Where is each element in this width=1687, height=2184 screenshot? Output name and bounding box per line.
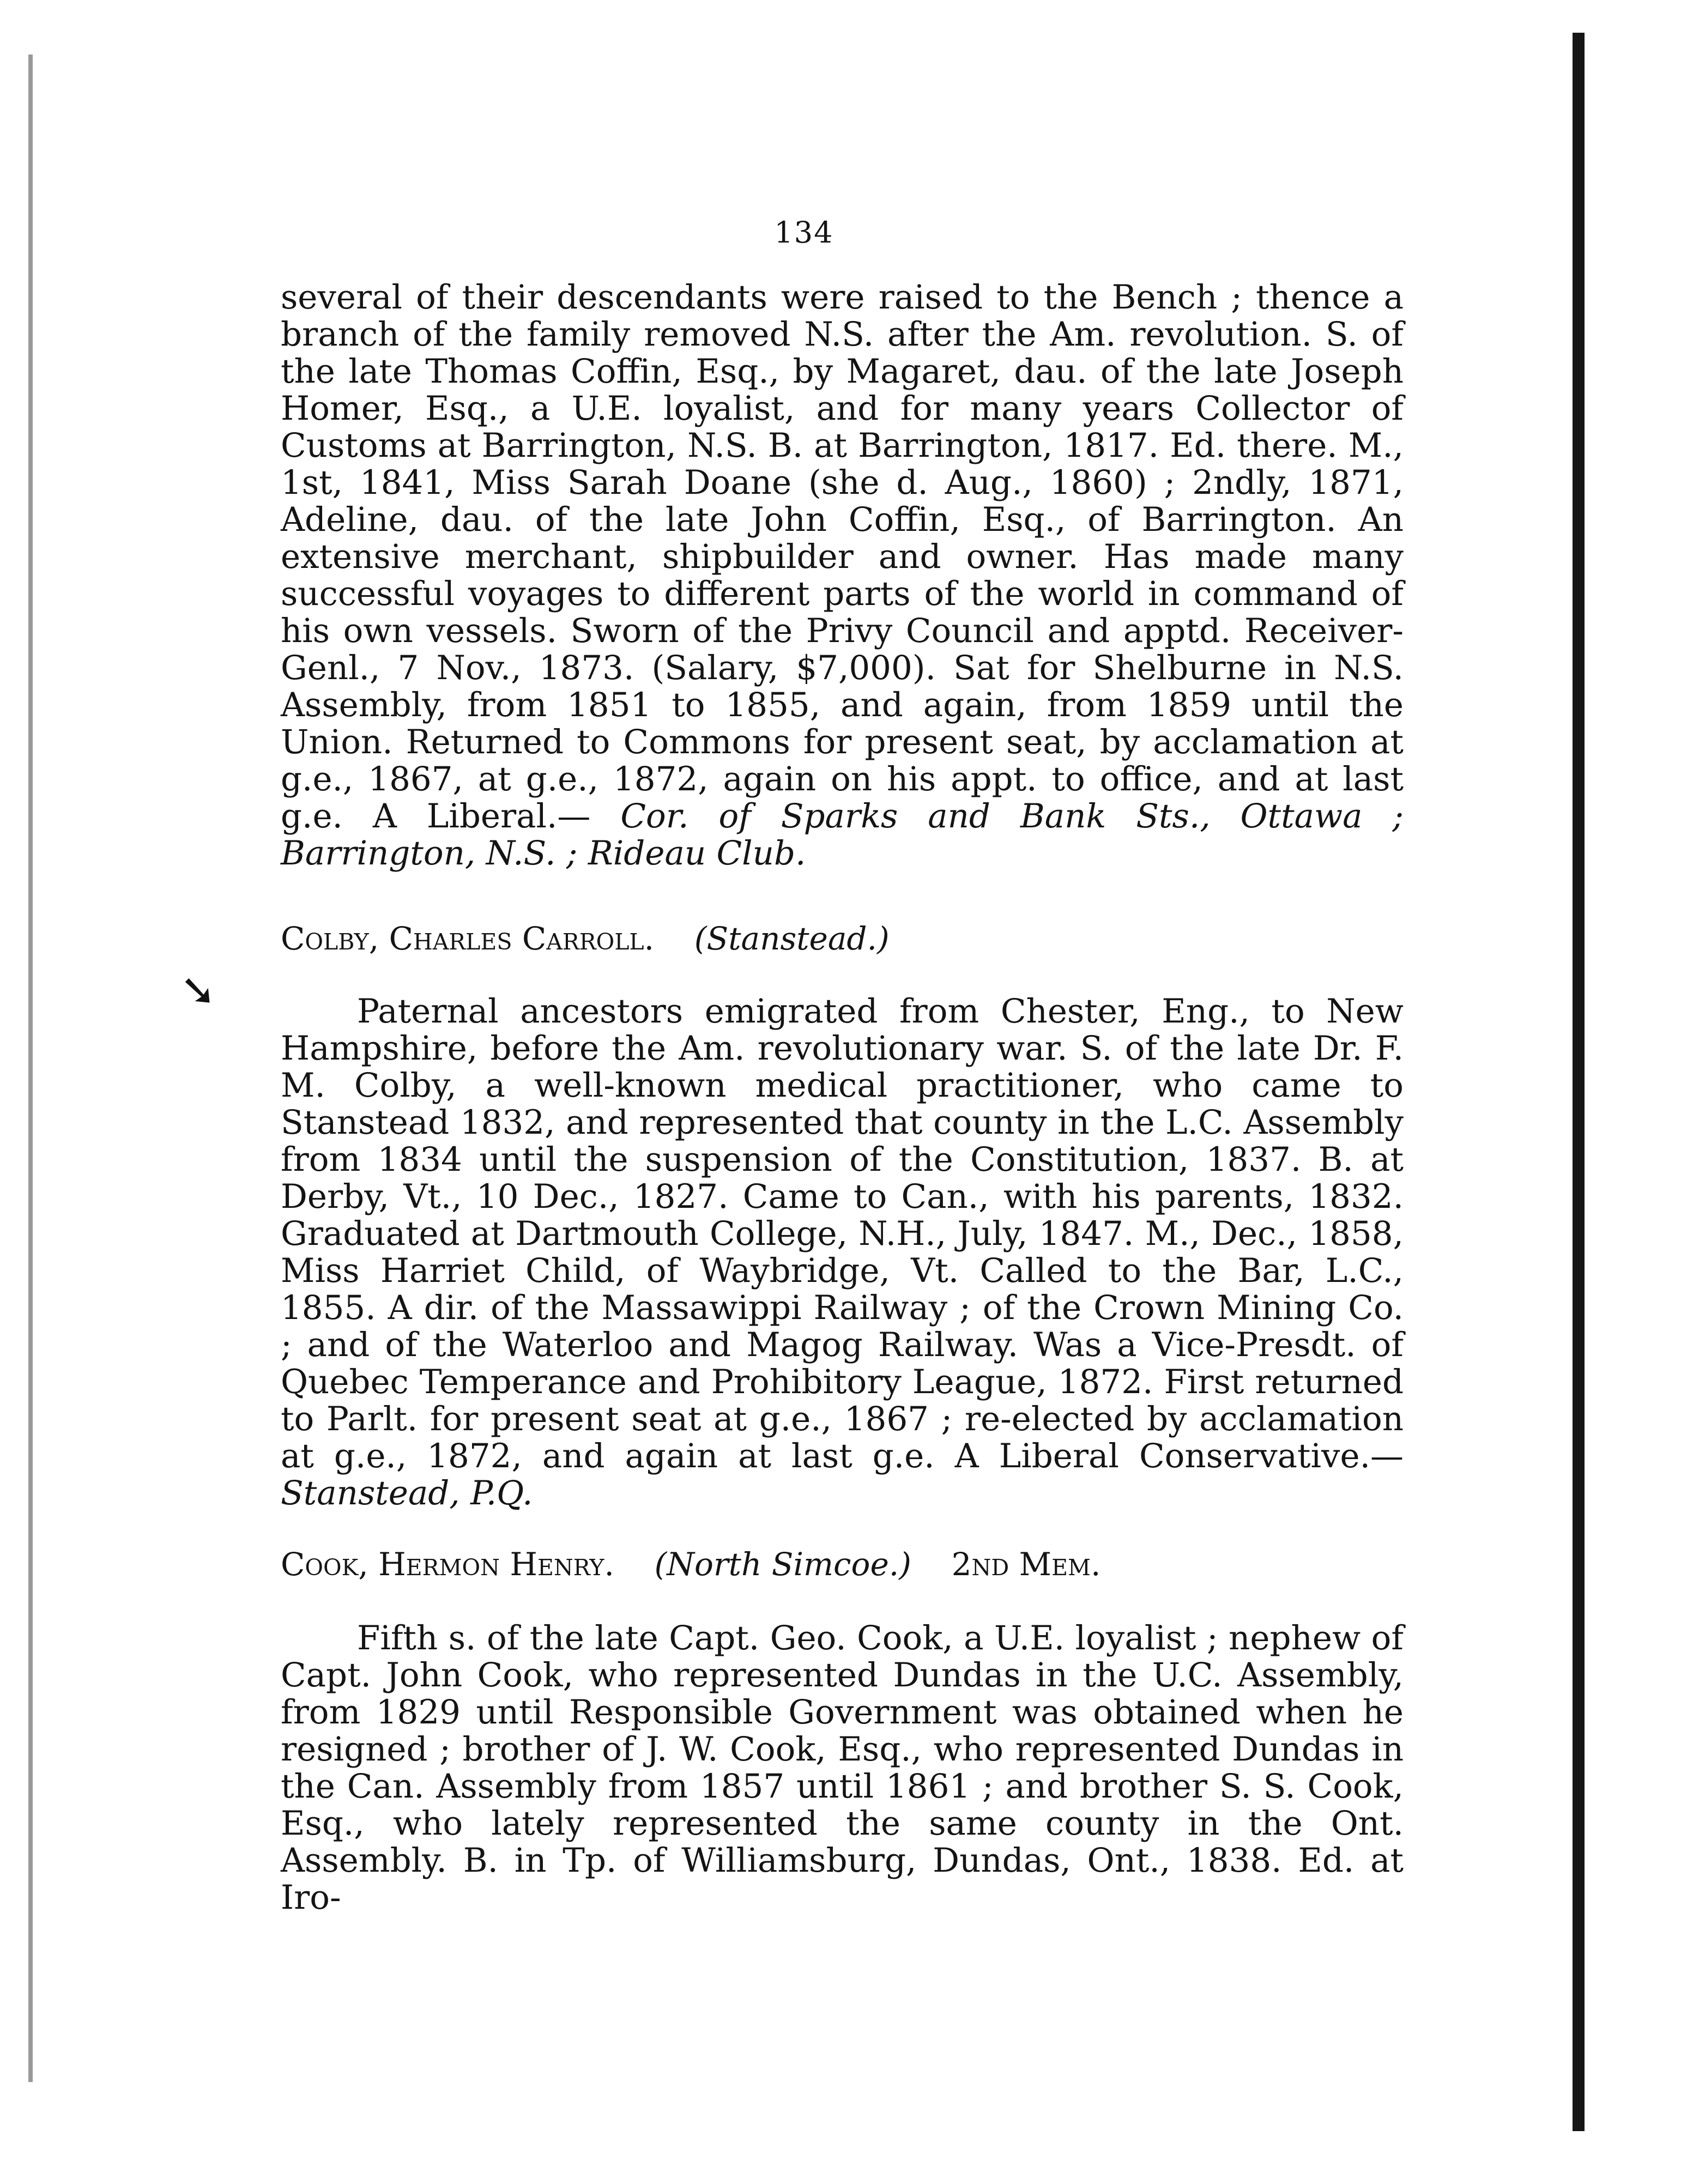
entry-text: Paternal ancestors emigrated from Chester, Eng., to New Hampshire, before the Am. revolutionary war. S. of the late Dr. F. M. Colby, a well-known medical practitioner, who came to Stanstead 1832, and represented that county in the L.C. Assembly from 1834 until the suspension of the Constitution, 1837. B. at Derby, Vt., 10 Dec., 1827. Came to Can., with his parents, 1832. Graduated at Dartmouth College, N.H., July, 1847. M., Dec., 1858, Miss Harriet Child, of Waybridge, Vt. Called to the Bar, L.C., 1855. A dir. of the Massawippi Railway ; of the Crown Mining Co. ; and of the Waterloo and Magog Railway. Was a Vice-Presdt. of Quebec Temperance and Prohibitory League, 1872. First returned to Parlt. for present seat at g.e., 1867 ; re-elected by acclamation at g.e., 1872, and again at last g.e. A Liberal Conservative.— bbox=[281, 992, 1404, 1475]
entry-heading-colby bbox=[281, 920, 1404, 957]
entry-body bbox=[281, 279, 1404, 872]
margin-mark: ➘ bbox=[180, 965, 217, 1015]
entry-text: several of their descendants were raised to the Bench ; thence a branch of the family removed N.S. after the Am. revolution. S. of the late Thomas Coffin, Esq., by Magaret, dau. of the late Joseph Homer, Esq., a U.E. loyalist, and for many years Collector of Customs at Barrington, N.S. B. at Barrington, 1817. Ed. there. M., 1st, 1841, Miss Sarah Doane (she d. Aug., 1860) ; 2ndly, 1871, Adeline, dau. of the late John Coffin, Esq., of Barrington. An extensive merchant, shipbuilder and owner. Has made many successful voyages to different parts of the world in command of his own vessels. Sworn of the Privy Council and apptd. Receiver-Genl., 7 Nov., 1873. (Salary, $7,000). Sat for Shelburne in N.S. Assembly, from 1851 to 1855, and again, from 1859 until the Union. Returned to Commons for present seat, by acclamation at g.e., 1867, at g.e., 1872, again on his appt. to office, and at last g.e. A Liberal.— bbox=[281, 278, 1404, 836]
entry-name: Cook, Hermon Henry. bbox=[281, 1546, 614, 1583]
entry-address: Stanstead, P.Q. bbox=[281, 1474, 533, 1513]
right-scan-edge bbox=[1573, 33, 1585, 2131]
entry-address: Cor. of Sparks and Bank Sts., Ottawa ; Barrington, N.S. ; Rideau Club. bbox=[281, 797, 1404, 873]
member-note: 2nd Mem. bbox=[951, 1546, 1101, 1583]
entry-riding: (Stanstead.) bbox=[694, 920, 890, 957]
left-scan-edge bbox=[28, 55, 33, 2082]
entry-heading-cook bbox=[281, 1546, 1404, 1583]
entry-colby bbox=[281, 993, 1404, 1512]
entry-cook bbox=[281, 1620, 1404, 1916]
entry-name: Colby, Charles Carroll. bbox=[281, 920, 655, 957]
entry-riding: (North Simcoe.) bbox=[654, 1546, 911, 1583]
entry-body bbox=[281, 1620, 1404, 1916]
entry-body bbox=[281, 993, 1404, 1512]
entry-coffin bbox=[281, 279, 1404, 872]
page-number: 134 bbox=[774, 215, 834, 250]
entry-text: Fifth s. of the late Capt. Geo. Cook, a U.E. loyalist ; nephew of Capt. John Cook, who represented Dundas in the U.C. Assembly, from 1829 until Responsible Government was obtained when he resigned ; brother of J. W. Cook, Esq., who represented Dundas in the Can. Assembly from 1857 until 1861 ; and brother S. S. Cook, Esq., who lately represented the same county in the Ont. Assembly. B. in Tp. of Williamsburg, Dundas, Ont., 1838. Ed. at Iro- bbox=[281, 1619, 1404, 1917]
